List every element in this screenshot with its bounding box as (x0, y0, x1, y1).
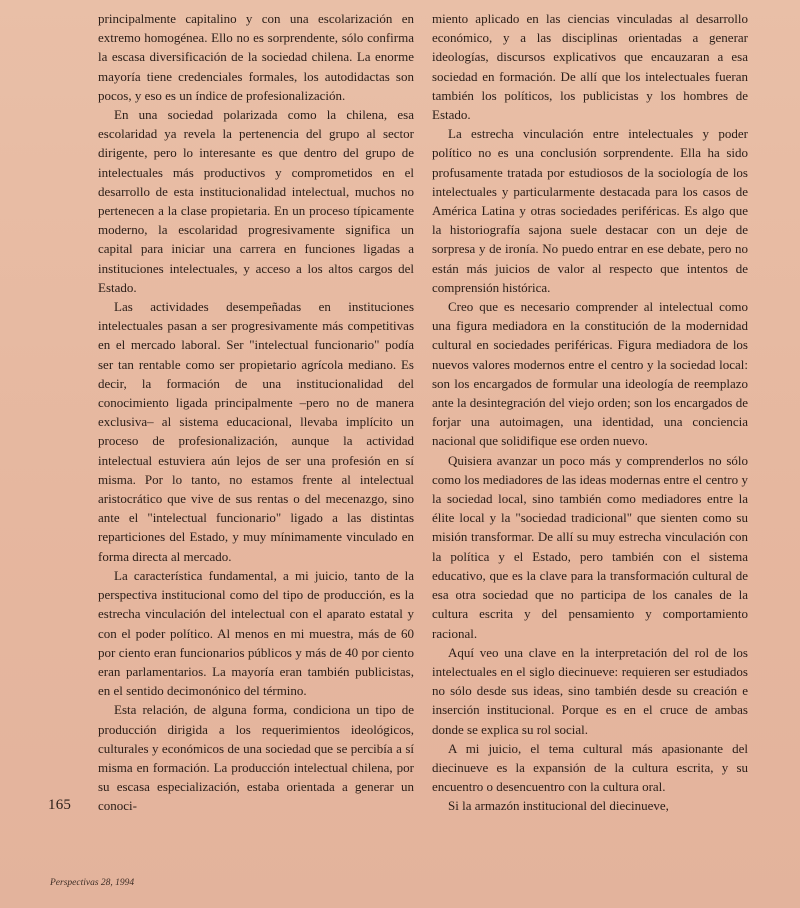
paragraph: La característica fundamental, a mi juicio, tanto de la perspectiva institucional como del tipo de producción, es la estrecha vinculación del intelectual con el aparato estatal y con el poder político. Al menos en mi muestra, más de 60 por ciento eran funcionarios públicos y más de 40 por ciento eran parlamentarios. La mayoría eran también publicistas, en el sentido decimonónico del término. (98, 567, 414, 699)
left-text-column (98, 9, 414, 816)
page-footer: Perspectivas 28, 1994 (50, 878, 135, 888)
paragraph: Creo que es necesario comprender al intelectual como una figura mediadora en la constitución de la modernidad cultural en sociedades periféricas. Figura mediadora de los nuevos valores modernos entre el centro y la sociedad local: son los encargados de formular una ideología de reemplazo ante la desintegración del viejo orden; son los encargados de forjar una autoimagen, una identidad, una conciencia nacional que solidifique ese orden nuevo. (432, 299, 748, 449)
paragraph: Si la armazón institucional del diecinueve, (448, 798, 669, 814)
paragraph: miento aplicado en las ciencias vinculadas al desarrollo económico, y a las disciplinas orientadas a generar ideologías, discursos explicativos que encauzaran a esa sociedad en formación. De allí que los intelectuales fueran también los políticos, los publicistas y los hombres de Estado. (432, 11, 748, 123)
right-text-column (432, 9, 748, 816)
paragraph: Quisiera avanzar un poco más y comprenderlos no sólo como los mediadores de las ideas modernas entre el centro y la sociedad local, sino también como mediadores entre la élite local y la "sociedad tradicional" que sienten como su misión transformar. De allí su muy estrecha vinculación con la política y el Estado, pero también con el sistema educativo, que es la clave para la transformación cultural de esa otra sociedad que no participa de los canales de la cultura escrita y del pensamiento y comportamiento racional. (432, 452, 748, 641)
paragraph: La estrecha vinculación entre intelectuales y poder político no es una conclusión sorprendente. Ella ha sido profusamente tratada por estudiosos de la sociología de los intelectuales y particularmente destacada para los casos de América Latina y otras sociedades periféricas. Es algo que la historiografía sajona suele destacar con un deje de sorpresa y de ironía. No puedo entrar en ese debate, pero no están más juicios de valor al respecto que intentos de comprensión histórica. (432, 126, 748, 295)
paragraph: A mi juicio, el tema cultural más apasionante del diecinueve es la expansión de la cultura escrita, y su encuentro o desencuentro con la cultura oral. (432, 740, 748, 795)
page-number: 165 (48, 797, 72, 813)
paragraph: principalmente capitalino y con una escolarización en extremo homogénea. Ello no es sorprendente, sólo confirma la escasa diversificación de la sociedad chilena. La enorme mayoría tiene credenciales formales, los autodidactas son pocos, y eso es un índice de profesionalización. (98, 11, 414, 103)
paragraph: En una sociedad polarizada como la chilena, esa escolaridad ya revela la pertenencia del grupo al sector dirigente, pero lo interesante es que dentro del grupo de intelectuales más productivos y comprometidos en el desarrollo de esta institucionalidad intelectual, muchos no pertenecen a la clase propietaria. En un proceso típicamente moderno, la escolaridad progresivamente significa un capital para iniciar una carrera en funciones ligadas a instituciones intelectuales, y acceso a los altos cargos del Estado. (98, 107, 414, 295)
paragraph: Aquí veo una clave en la interpretación del rol de los intelectuales en el siglo diecinueve: requieren ser estudiados no sólo desde sus ideas, sino también desde su creación e inserción institucional. Porque es en el cruce de ambas donde se explica su rol social. (432, 644, 748, 737)
paragraph: Esta relación, de alguna forma, condiciona un tipo de producción dirigida a los requerimientos ideológicos, culturales y económicos de una sociedad que se percibía a sí misma en formación. La producción intelectual chilena, por su escasa especialización, estaba orientada a generar un conoci- (98, 702, 414, 814)
paragraph: Las actividades desempeñadas en instituciones intelectuales pasan a ser progresivamente más competitivas en el mercado laboral. Ser "intelectual funcionario" podía ser tan rentable como ser propietario agrícola mediano. Es decir, la formación de una institucionalidad del conocimiento ligada principalmente –pero no de manera exclusiva– al sistema educacional, llevaba implícito un proceso de profesionalización, aunque la actividad intelectual estuviera aún lejos de ser una profesión en sí misma. Por lo tanto, no estamos frente al intelectual aristocrático que vive de sus rentas o del mecenazgo, sino ante el "intelectual funcionario" ligado a las distintas reparticiones del Estado, y muy mínimamente vinculado en forma directa al mercado. (98, 299, 414, 564)
